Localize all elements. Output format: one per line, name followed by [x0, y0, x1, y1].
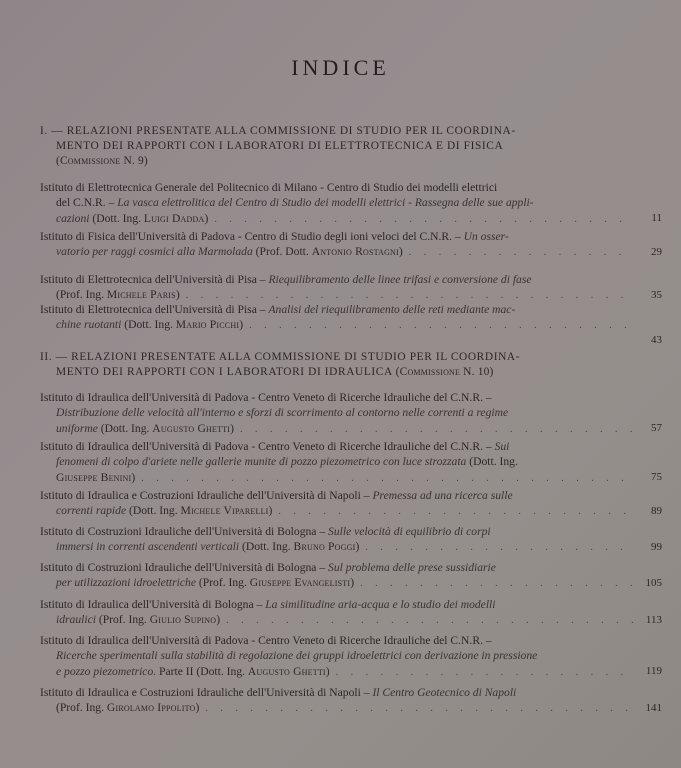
entry-text: ) — [350, 576, 355, 590]
entry-author: Michele Viparelli — [180, 504, 269, 518]
page-number: 57 — [651, 422, 662, 434]
entry-title: per utilizzazioni idroelettriche — [56, 576, 196, 590]
entry-text: (Prof. Ing. — [95, 613, 150, 627]
page-number: 105 — [645, 577, 662, 589]
entry-institute: Istituto di Idraulica dell'Università di Padova - Centro Veneto di Ricerche Idrauliche del C.N.R. – — [40, 634, 492, 647]
entry-title: Analisi del riequilibramento delle reti mediante mac- — [268, 303, 516, 316]
toc-entry[interactable] — [40, 390, 662, 437]
entry-title: Sui — [494, 440, 510, 453]
commission-label: (Commissione N. 10) — [395, 366, 494, 378]
entry-institute: Istituto di Elettrotecnica dell'Università di Pisa – — [40, 273, 269, 286]
entry-title: chine ruotanti — [56, 318, 122, 332]
leader-dots — [226, 613, 634, 628]
toc-entry[interactable] — [40, 560, 662, 592]
entry-text: (Prof. Ing. — [56, 701, 107, 715]
entry-text: ) — [268, 504, 273, 518]
entry-author: Michele Paris — [106, 288, 176, 302]
leader-dots — [249, 318, 634, 333]
page-number: 75 — [651, 471, 662, 483]
entry-institute: Istituto di Costruzioni Idrauliche dell'Università di Bologna – — [40, 525, 329, 538]
leader-dots — [214, 212, 634, 227]
entry-title: correnti rapide — [56, 504, 127, 518]
entry-institute: Istituto di Elettrotecnica Generale del Politecnico di Milano - Centro di Studio dei modelli elettrici — [40, 181, 498, 194]
entry-institute: Istituto di Elettrotecnica dell'Università di Pisa – — [40, 303, 269, 316]
entry-title: immersi in correnti ascendenti verticali — [56, 540, 240, 554]
entry-text: (Dott. Ing. — [89, 211, 144, 225]
entry-author: Augusto Ghetti — [152, 421, 231, 435]
toc-entry[interactable] — [40, 180, 662, 227]
entry-text: ) — [325, 664, 330, 678]
commission-label: (Commissione N. 9) — [56, 155, 148, 167]
entry-text: ) — [131, 470, 136, 484]
entry-institute: Istituto di Idraulica dell'Università di Padova - Centro Veneto di Ricerche Idrauliche del C.N.R. – — [40, 440, 495, 453]
leader-dots — [205, 701, 634, 716]
leader-dots — [365, 540, 634, 555]
page-title: INDICE — [291, 55, 390, 80]
entry-text: (Dott. Ing. — [97, 421, 153, 435]
leader-dots — [278, 504, 634, 519]
entry-text: ) — [398, 245, 403, 259]
page-number: 11 — [651, 212, 662, 224]
entry-title: Sulle velocità di equilibrio di corpi — [328, 525, 491, 538]
entry-title: fenomeni di colpo d'ariete nelle gallerie munite di pozzo piezometrico con luce strozzata — [56, 455, 467, 469]
entry-text: del C.N.R. – — [56, 196, 118, 210]
entry-institute: Istituto di Idraulica e Costruzioni Idrauliche dell'Università di Napoli – — [40, 489, 373, 502]
entry-title: Distribuzione delle velocità all'interno e sforzi di scorrimento al contorno nelle correnti a regime — [56, 406, 509, 420]
entry-author: Giuseppe Benini — [56, 470, 132, 484]
section-heading-line: MENTO DEI RAPPORTI CON I LABORATORI DI ELETTROTECNICA E DI FISICA — [56, 140, 504, 152]
entry-text: ) — [216, 613, 221, 627]
leader-dots — [240, 422, 634, 437]
entry-title: cazioni — [56, 211, 90, 225]
entry-title: Un osser- — [463, 230, 509, 243]
toc-entry[interactable] — [40, 685, 662, 717]
entry-institute: Istituto di Idraulica dell'Università di Padova - Centro Veneto di Ricerche Idrauliche del C.N.R. – — [40, 391, 492, 404]
entry-text: ) — [355, 540, 360, 554]
page-number: 29 — [651, 246, 662, 258]
page-number: 99 — [651, 541, 662, 553]
toc-entry[interactable] — [40, 597, 662, 629]
entry-institute: Istituto di Idraulica e Costruzioni Idrauliche dell'Università di Napoli – — [40, 686, 373, 699]
section-heading-line: MENTO DEI RAPPORTI CON I LABORATORI DI IDRAULICA — [56, 366, 393, 378]
entry-title: vatorio per raggi cosmici alla Marmolada — [56, 245, 253, 259]
entry-text: ) — [239, 318, 244, 332]
toc-entry[interactable] — [40, 229, 662, 261]
entry-title: e pozzo piezometrico. — [56, 664, 157, 678]
toc-entry[interactable] — [40, 439, 662, 486]
page-number: 35 — [651, 289, 662, 301]
toc-entry[interactable] — [40, 302, 662, 346]
leader-dots — [409, 245, 634, 260]
entry-text: Parte II (Dott. Ing. — [156, 664, 248, 678]
toc-entry[interactable] — [40, 272, 662, 304]
section-heading-1 — [40, 124, 640, 169]
entry-text: ) — [204, 211, 209, 225]
page-number: 113 — [645, 614, 662, 626]
entry-author: Mario Picchi — [175, 318, 240, 332]
toc-entry[interactable] — [40, 633, 662, 680]
entry-author: Luigi Dadda — [143, 211, 205, 225]
entry-text: (Dott. Ing. — [466, 455, 518, 469]
entry-title: Riequilibramento delle linee trifasi e conversione di fase — [268, 273, 532, 286]
entry-title: Sul problema delle prese sussidiarie — [328, 561, 496, 574]
leader-dots — [360, 576, 634, 591]
entry-author: Girolamo Ippolito — [106, 701, 196, 715]
leader-dots — [141, 471, 634, 486]
entry-institute: Istituto di Fisica dell'Università di Padova - Centro di Studio degli ioni veloci del C.N.R. – — [40, 230, 464, 243]
entry-author: Antonio Rostagni — [311, 245, 399, 259]
entry-text: (Dott. Ing. — [121, 318, 176, 332]
entry-text: ) — [175, 288, 180, 302]
entry-text: (Prof. Ing. — [195, 576, 250, 590]
entry-text: (Dott. Ing. — [126, 504, 181, 518]
entry-title: La vasca elettrolitica del Centro di Studio dei modelli elettrici - Rassegna delle sue appli- — [117, 196, 534, 210]
toc-entry[interactable] — [40, 524, 662, 556]
entry-author: Giulio Supino — [149, 613, 217, 627]
entry-title: Il Centro Geotecnico di Napoli — [372, 686, 517, 699]
entry-text: ) — [195, 701, 200, 715]
page-number: 119 — [645, 665, 662, 677]
entry-text: (Prof. Ing. — [56, 288, 107, 302]
toc-entry[interactable] — [40, 488, 662, 520]
entry-author: Bruno Poggi — [293, 540, 356, 554]
entry-text: (Prof. Dott. — [252, 245, 312, 259]
section-heading-line: II. — RELAZIONI PRESENTATE ALLA COMMISSIONE DI STUDIO PER IL COORDINA- — [40, 351, 521, 363]
entry-title: La similitudine aria-acqua e lo studio dei modelli — [265, 598, 496, 611]
entry-title: idraulici — [56, 613, 96, 627]
entry-title: uniforme — [56, 421, 98, 435]
section-heading-2 — [40, 350, 640, 380]
entry-text: (Dott. Ing. — [239, 540, 294, 554]
entry-institute: Istituto di Costruzioni Idrauliche dell'Università di Bologna – — [40, 561, 329, 574]
section-heading-line: I. — RELAZIONI PRESENTATE ALLA COMMISSIONE DI STUDIO PER IL COORDINA- — [40, 125, 516, 137]
page-number: 43 — [651, 334, 662, 346]
entry-title: Premessa ad una ricerca sulle — [372, 489, 513, 502]
page-number: 89 — [651, 505, 662, 517]
entry-author: Giuseppe Evangelisti — [249, 576, 351, 590]
entry-title: Ricerche sperimentali sulla stabilità di regolazione dei gruppi idroelettrici con derivazione in pressione — [56, 649, 538, 663]
entry-institute: Istituto di Idraulica dell'Università di Bologna – — [40, 598, 266, 611]
leader-dots — [336, 665, 634, 680]
entry-text: ) — [230, 421, 235, 435]
page-number: 141 — [645, 702, 662, 714]
entry-author: Augusto Ghetti — [247, 664, 326, 678]
